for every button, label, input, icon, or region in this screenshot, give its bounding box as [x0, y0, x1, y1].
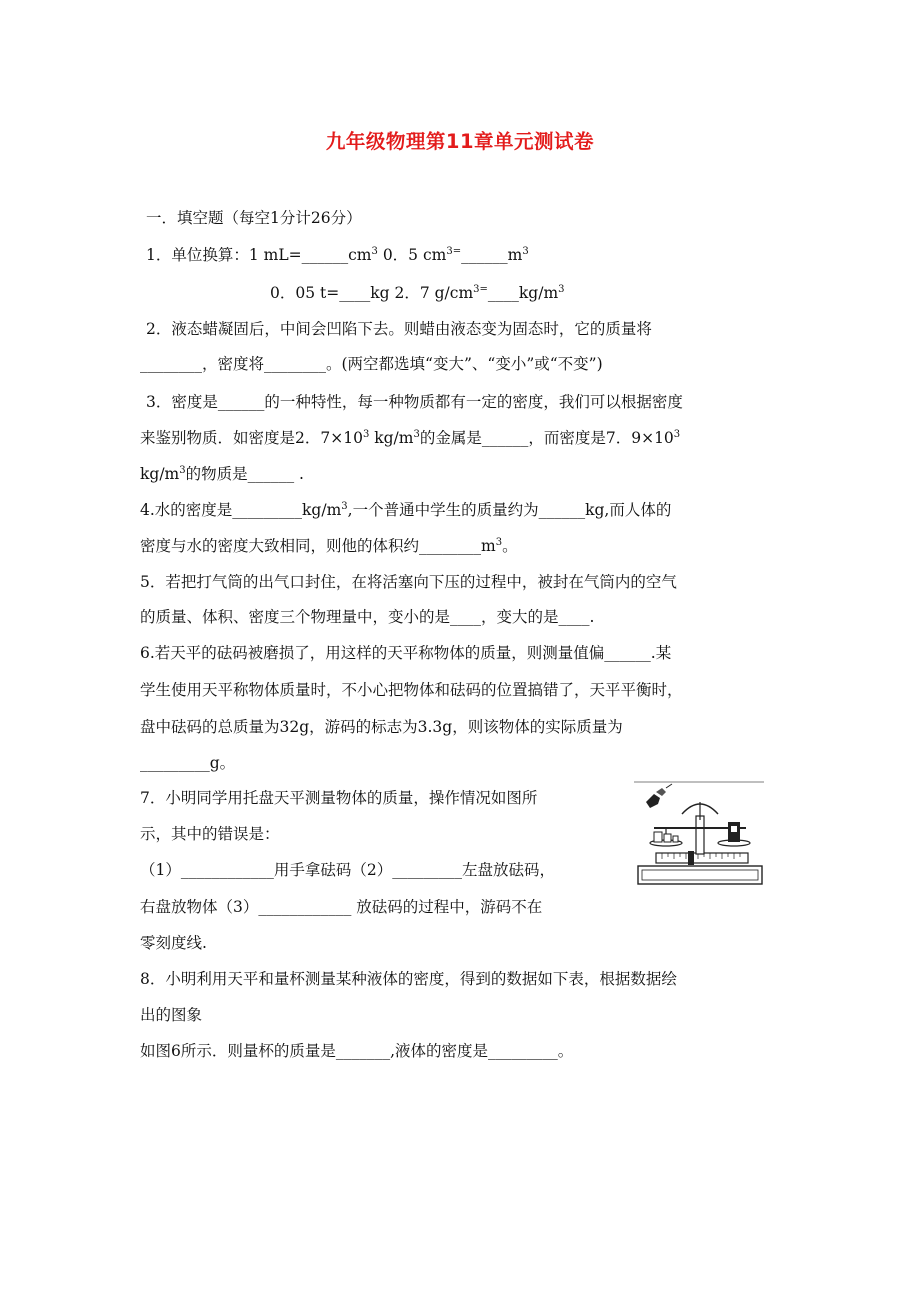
- question-4-line-1: 4.水的密度是$\_\_\_\_\_\_\_\_\_kg/m^3$,一个普通中学生的质量约为______kg,而人体的: [140, 501, 672, 519]
- balance-scale-illustration: [632, 780, 766, 890]
- question-8-line-1: 8．小明利用天平和量杯测量某种液体的密度，得到的数据如下表，根据数据绘: [140, 970, 677, 988]
- balance-scale-drawing: [632, 780, 766, 890]
- question-3-line-2: 来鉴别物质．如密度是2．$7\times 10^3$ $kg/m^3$的金属是______，而密度是7．$9\times 10^3$: [140, 429, 681, 447]
- question-2-line-1: 2．液态蜡凝固后，中间会凹陷下去。则蜡由液态变为固态时，它的质量将: [146, 320, 652, 338]
- section-heading: 一．填空题（每空1分计26分）: [146, 209, 362, 227]
- question-8-line-2: 出的图象: [140, 1006, 203, 1024]
- question-3-line-1: 3．密度是______的一种特性，每一种物质都有一定的密度，我们可以根据密度: [146, 393, 683, 411]
- question-7-line-3: （1）____________用手拿砝码（2）_________左盘放砝码，: [140, 861, 555, 879]
- question-7-line-1: 7．小明同学用托盘天平测量物体的质量，操作情况如图所: [140, 789, 538, 807]
- question-1-line-2: 0．05 t=____kg 2．7 $g/cm^{3=}\_\_\_\_kg/m^3$: [270, 284, 565, 302]
- question-6-line-2: 学生使用天平称物体质量时，不小心把物体和砝码的位置搞错了，天平平衡时，: [140, 681, 683, 699]
- question-1-line-1: 1．单位换算：1 $mL=\_\_\_\_\_\_cm^3$ 0．5 $cm^{3=}\_\_\_\_\_\_m^3$: [146, 246, 529, 264]
- question-5-line-2: 的质量、体积、密度三个物理量中，变小的是____，变大的是____.: [140, 608, 595, 626]
- question-8-line-3: 如图6所示．则量杯的质量是_______,液体的密度是_________。: [140, 1042, 574, 1060]
- question-6-line-1: 6.若天平的砝码被磨损了，用这样的天平称物体的质量，则测量值偏______.某: [140, 644, 672, 662]
- question-6-line-4: _________g。: [140, 754, 236, 772]
- question-4-line-2: 密度与水的密度大致相同，则他的体积约$\_\_\_\_\_\_\_\_m^3$。: [140, 537, 518, 555]
- question-2-line-2: ________，密度将________。(两空都选填“变大”、“变小”或“不变”): [140, 355, 603, 373]
- question-6-line-3: 盘中砝码的总质量为32g，游码的标志为3.3g，则该物体的实际质量为: [140, 718, 623, 736]
- question-7-line-5: 零刻度线.: [140, 934, 207, 952]
- question-7-line-2: 示，其中的错误是：: [140, 825, 280, 843]
- question-5-line-1: 5．若把打气筒的出气口封住，在将活塞向下压的过程中，被封在气筒内的空气: [140, 573, 677, 591]
- question-3-line-3: $kg/m^3$的物质是______ .: [140, 465, 304, 483]
- question-7-line-4: 右盘放物体（3）____________ 放砝码的过程中，游码不在: [140, 898, 543, 916]
- page-title: 九年级物理第11章单元测试卷: [325, 130, 595, 153]
